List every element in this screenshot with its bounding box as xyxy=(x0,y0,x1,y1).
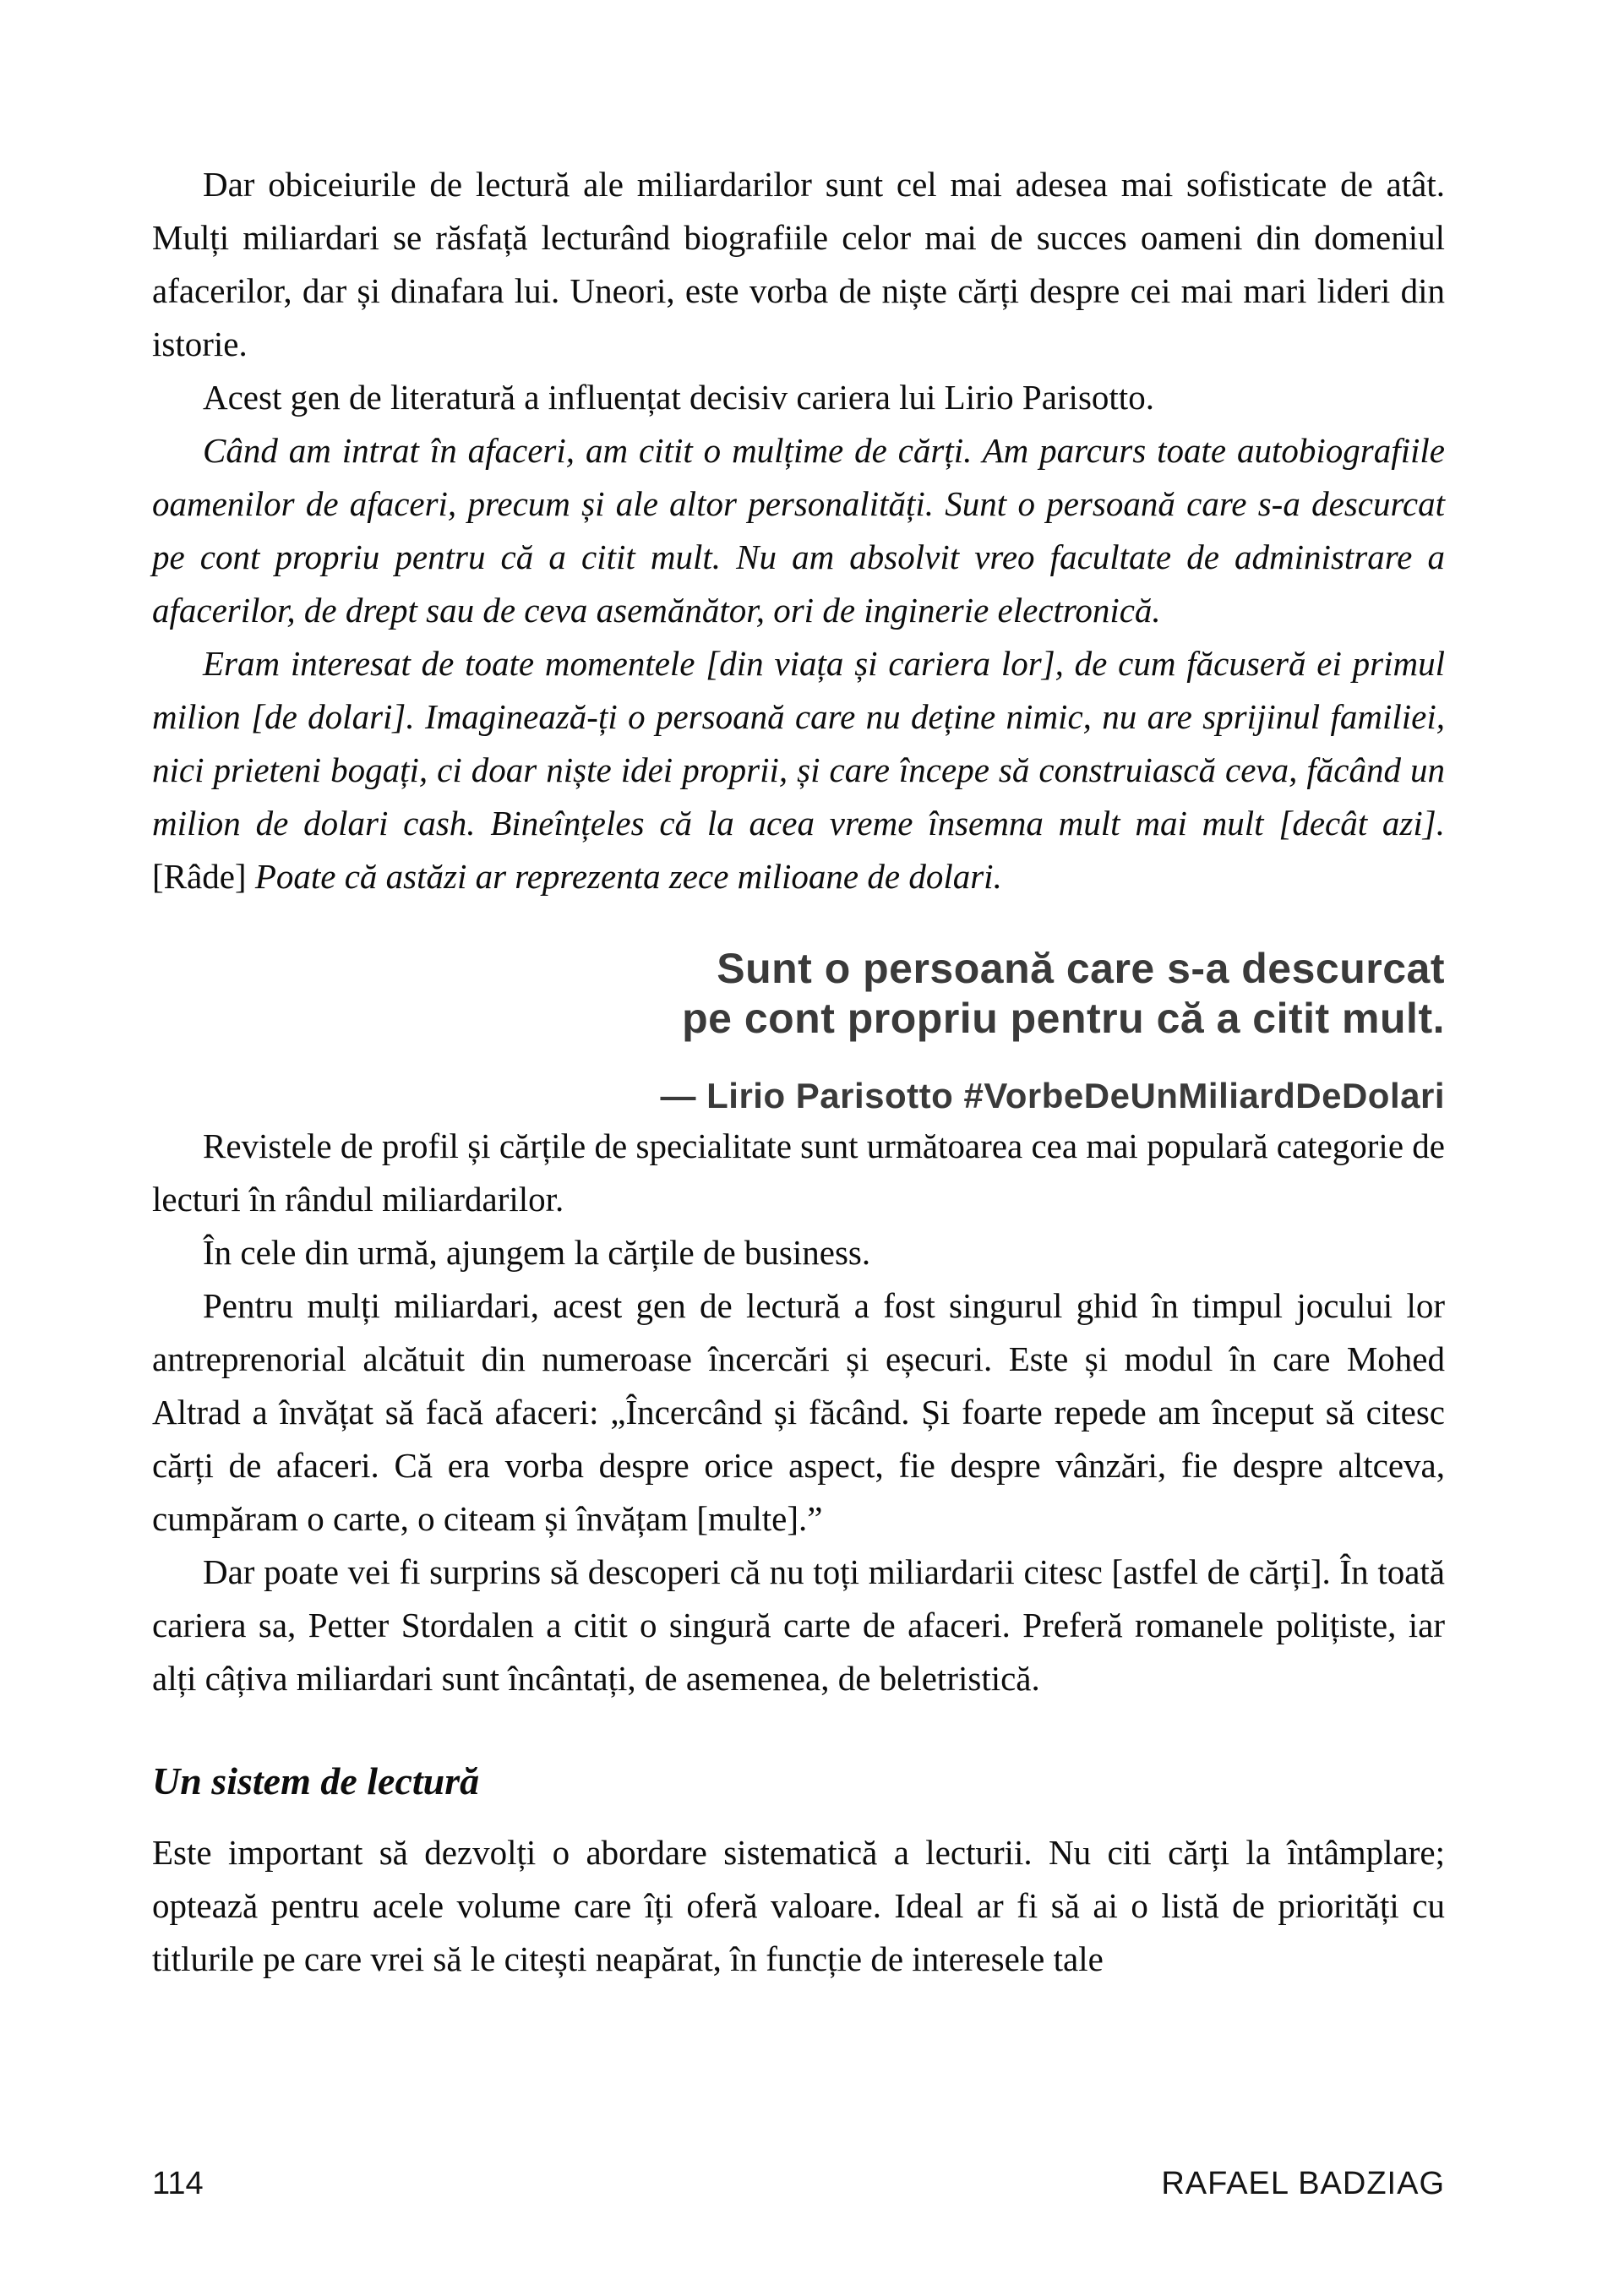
paragraph-petter-stordalen: Dar poate vei fi surprins să descoperi că nu toți miliardarii citesc [astfel de cărți]. În toată cariera sa, Petter Stordalen a citit o singură carte de afaceri. Preferă romanele polițiste, iar alți câțiva miliardari sunt încântați, de asemenea, de beletristică. xyxy=(152,1552,1445,1698)
paragraph-systematic-reading: Este important să dezvolți o abordare sistematică a lecturii. Nu citi cărți la întâmplare; optează pentru acele volume care îți oferă valoare. Ideal ar fi să ai o listă de priorități cu titlurile pe care vrei să le citești neapărat, în funcție de interesele tale xyxy=(152,1833,1445,1978)
quote-italic-segment-start: Eram interesat de toate momentele [din viața și cariera lor], de cum făcuseră ei primul milion [de dolari]. Imaginează-ți o persoană care nu deține nimic, nu are sprijinul familiei, nici prieteni bogați, ci doar niște idei proprii, și care începe să construiască ceva, făcând un milion de dolari cash. Bineînțeles că la acea vreme însemna mult mai mult [decât azi]. xyxy=(152,644,1445,843)
running-footer-author: RAFAEL BADZIAG xyxy=(1161,2166,1445,2201)
section-heading-reading-system: Un sistem de lectură xyxy=(152,1759,480,1802)
stage-direction-laughs: [Râde] xyxy=(152,857,247,896)
pull-quote-line-1: Sunt o persoană care s-a descurcat xyxy=(717,945,1445,992)
pull-quote-attribution: — Lirio Parisotto #VorbeDeUnMiliardDeDolari xyxy=(660,1076,1445,1115)
pull-quote xyxy=(152,944,1445,1120)
page-number: 114 xyxy=(152,2166,204,2201)
page-content xyxy=(152,158,1445,1986)
quote-italic-segment-end: Poate că astăzi ar reprezenta zece milioane de dolari. xyxy=(254,857,1002,896)
page-footer xyxy=(152,2165,1445,2202)
paragraph-reading-habits: Dar obiceiurile de lectură ale miliardarilor sunt cel mai adesea mai sofisticate de atât. Mulți miliardari se răsfață lecturând biografiile celor mai de succes oameni din domeniul afacerilor, dar și dinafara lui. Uneori, este vorba de niște cărți despre cei mai mari lideri din istorie. xyxy=(152,165,1445,363)
paragraph-quote-parisotto-1: Când am intrat în afaceri, am citit o mulțime de cărți. Am parcurs toate autobiografiile oamenilor de afaceri, precum și ale altor personalități. Sunt o persoană care s-a descurcat pe cont propriu pentru că a citit mult. Nu am absolvit vreo facultate de administrare a afacerilor, de drept sau de ceva asemănător, ori de inginerie electronică. xyxy=(152,431,1445,630)
pull-quote-line-2: pe cont propriu pentru că a citit mult. xyxy=(682,995,1445,1042)
paragraph-literature-influence: Acest gen de literatură a influențat decisiv cariera lui Lirio Parisotto. xyxy=(203,378,1154,417)
paragraph-business-books-intro: În cele din urmă, ajungem la cărțile de business. xyxy=(203,1233,871,1272)
paragraph-quote-parisotto-2 xyxy=(152,637,1445,903)
paragraph-magazines: Revistele de profil și cărțile de specialitate sunt următoarea cea mai populară categorie de lecturi în rândul miliardarilor. xyxy=(152,1126,1445,1219)
paragraph-mohed-altrad: Pentru mulți miliardari, acest gen de lectură a fost singurul ghid în timpul jocului lor antreprenorial alcătuit din numeroase încercări și eșecuri. Este și modul în care Mohed Altrad a învățat să facă afaceri: „Încercând și făcând. Și foarte repede am început să citesc cărți de afaceri. Că era vorba despre orice aspect, fie despre vânzări, fie despre altceva, cumpăram o carte, o citeam și învățam [multe].” xyxy=(152,1286,1445,1538)
